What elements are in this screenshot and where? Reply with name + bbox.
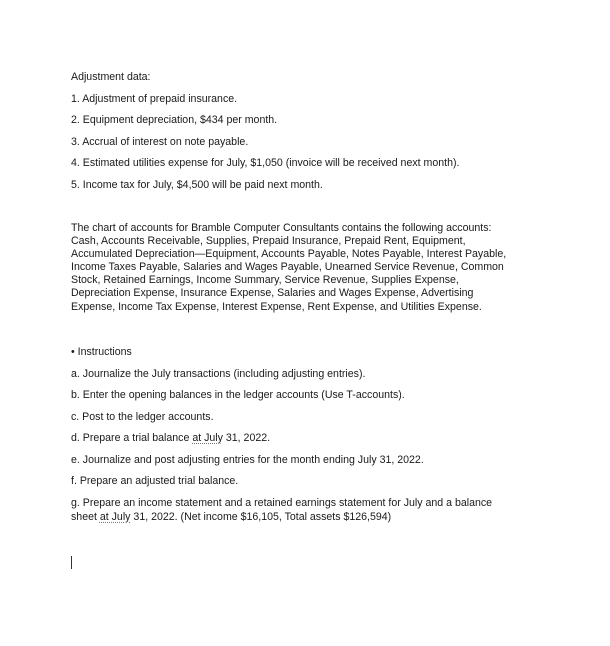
instruction-b: b. Enter the opening balances in the ledger accounts (Use T-accounts). (71, 389, 405, 401)
instruction-e: e. Journalize and post adjusting entries for the month ending July 31, 2022. (71, 454, 424, 466)
chart-of-accounts-line-3: Accumulated Depreciation—Equipment, Accounts Payable, Notes Payable, Interest Payable, (71, 248, 507, 261)
adjustment-data-heading: Adjustment data: (71, 71, 151, 83)
adjustment-item-5: 5. Income tax for July, $4,500 will be paid next month. (71, 179, 323, 191)
adjustment-item-2: 2. Equipment depreciation, $434 per month. (71, 114, 278, 126)
instruction-d-text: d. Prepare a trial balance (71, 432, 193, 444)
instruction-f: f. Prepare an adjusted trial balance. (71, 475, 239, 487)
instruction-d (71, 432, 270, 445)
chart-of-accounts-line-2: Cash, Accounts Receivable, Supplies, Prepaid Insurance, Prepaid Rent, Equipment, (71, 235, 466, 248)
spellcheck-flagged-phrase[interactable]: at July (192, 432, 223, 444)
chart-of-accounts-line-7: Expense, Income Tax Expense, Interest Expense, Rent Expense, and Utilities Expense. (71, 300, 482, 313)
spellcheck-flagged-phrase[interactable]: at July (99, 511, 131, 523)
adjustment-item-1: 1. Adjustment of prepaid insurance. (71, 93, 238, 105)
chart-of-accounts-line-1: The chart of accounts for Bramble Computer Consultants contains the following accounts: (71, 222, 492, 234)
instruction-g-line-2 (71, 511, 391, 524)
instruction-d-date: 31, 2022. (222, 432, 271, 444)
adjustment-item-4: 4. Estimated utilities expense for July, $1,050 (invoice will be received next month). (71, 157, 460, 169)
chart-of-accounts-paragraph (71, 222, 541, 314)
chart-of-accounts-line-4: Income Taxes Payable, Salaries and Wages Payable, Unearned Service Revenue, Common (71, 261, 504, 274)
instruction-g-text: sheet (71, 511, 100, 523)
instructions-heading: • Instructions (71, 346, 132, 358)
instruction-g-remainder: 31, 2022. (Net income $16,105, Total assets $126,594) (130, 511, 392, 523)
adjustment-item-3: 3. Accrual of interest on note payable. (71, 136, 249, 148)
chart-of-accounts-line-6: Depreciation Expense, Insurance Expense, Salaries and Wages Expense, Advertising (71, 287, 474, 300)
instruction-c: c. Post to the ledger accounts. (71, 411, 214, 423)
text-cursor (71, 556, 72, 569)
instruction-g-line-1: g. Prepare an income statement and a retained earnings statement for July and a balance (71, 497, 493, 509)
instruction-a: a. Journalize the July transactions (including adjusting entries). (71, 368, 366, 380)
chart-of-accounts-line-5: Stock, Retained Earnings, Income Summary, Service Revenue, Supplies Expense, (71, 274, 459, 287)
